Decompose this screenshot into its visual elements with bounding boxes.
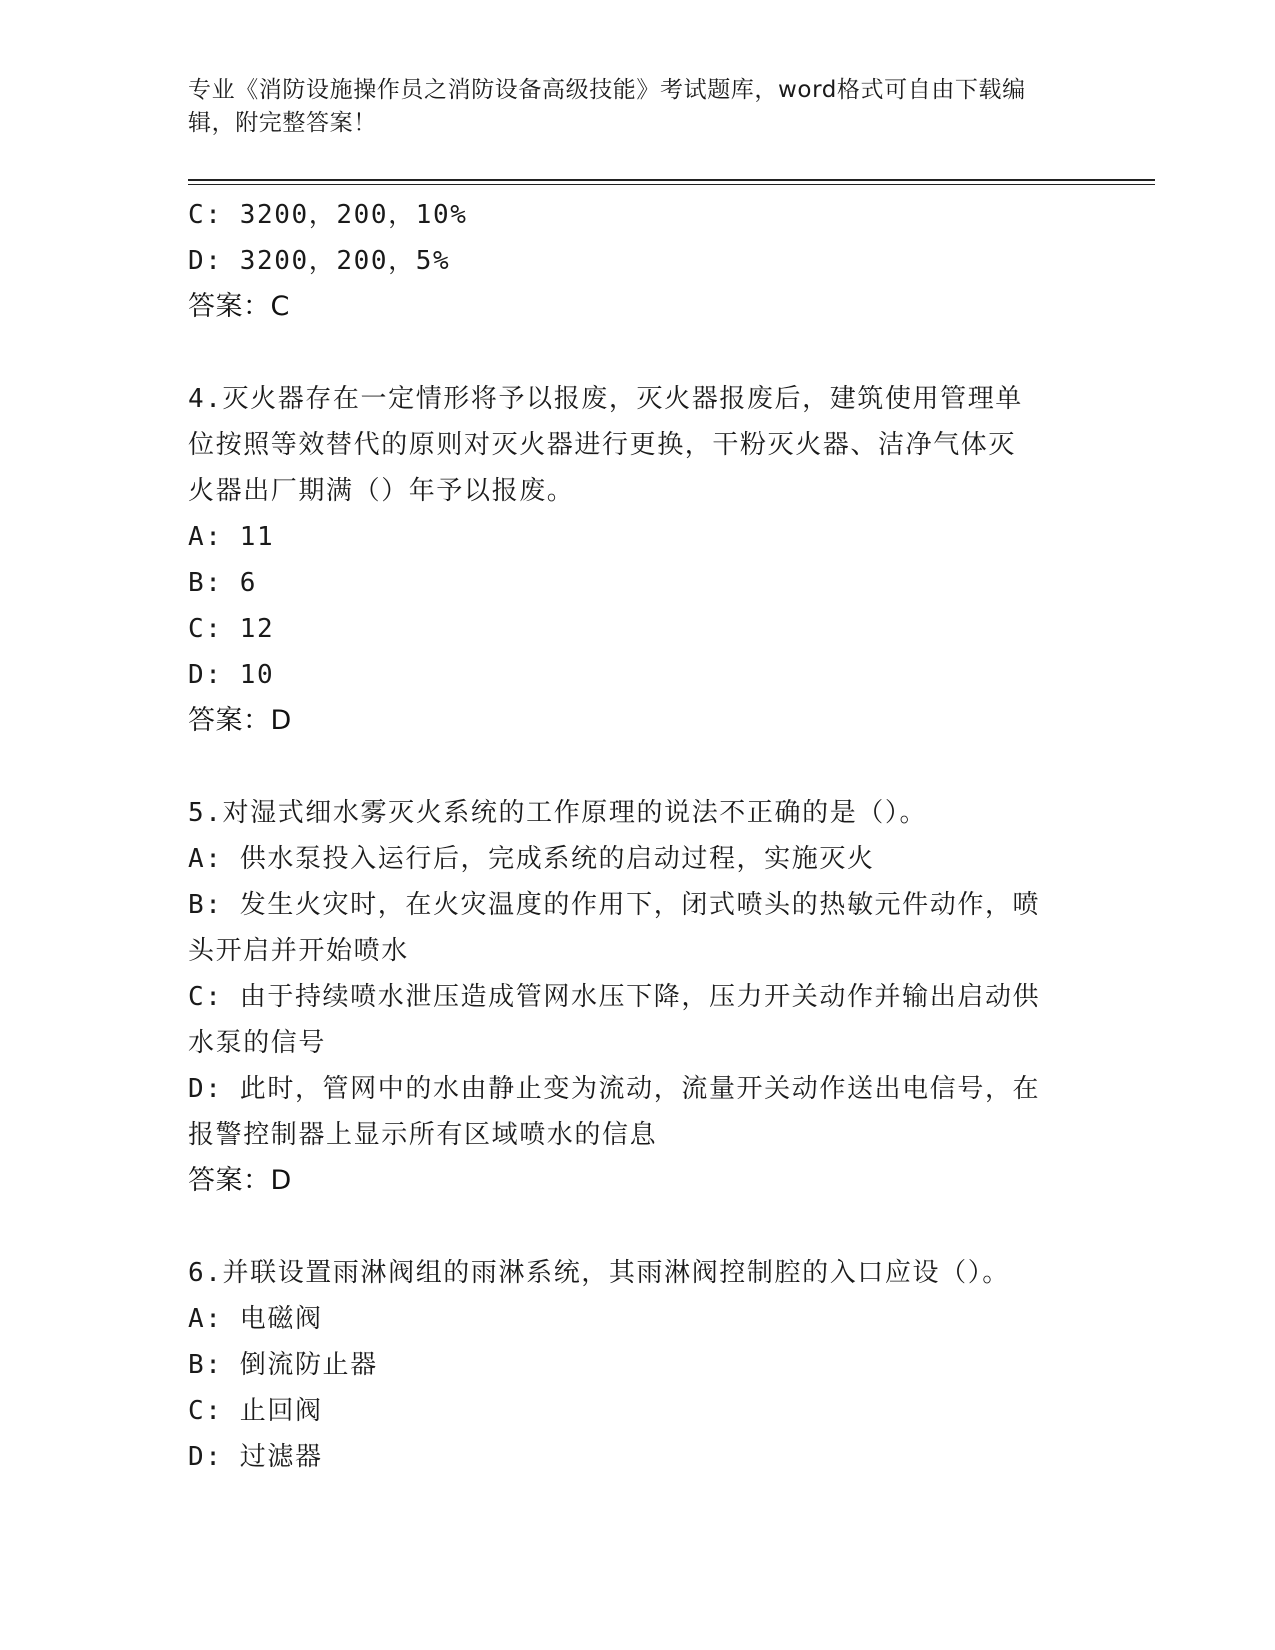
option-d: D: 3200，200，5%: [188, 246, 451, 276]
answer-label: 答案：D: [188, 705, 292, 736]
option-a: A: 供水泵投入运行后，完成系统的启动过程，实施灭火: [188, 844, 875, 874]
question-list: [188, 192, 1068, 1480]
header-line: 辑，附完整答案！: [188, 110, 377, 136]
document-header: [188, 74, 1088, 140]
option-d-cont: 报警控制器上显示所有区域喷水的信息: [188, 1120, 658, 1150]
header-line: 专业《消防设施操作员之消防设备高级技能》考试题库，word格式可自由下载编: [188, 77, 1026, 103]
option-a: A: 电磁阀: [188, 1304, 323, 1334]
option-d: D: 此时，管网中的水由静止变为流动，流量开关动作送出电信号，在: [188, 1074, 1041, 1104]
question-text: 6.并联设置雨淋阀组的雨淋系统，其雨淋阀控制腔的入口应设（）。: [188, 1258, 1010, 1288]
question-text: 4.灭火器存在一定情形将予以报废，灭火器报废后，建筑使用管理单: [188, 384, 1023, 414]
option-c-cont: 水泵的信号: [188, 1028, 327, 1058]
question-5: [188, 790, 1068, 1204]
question-6: [188, 1250, 1068, 1480]
option-a: A: 11: [188, 522, 275, 552]
option-c: C: 止回阀: [188, 1396, 323, 1426]
answer-label: 答案：C: [188, 291, 290, 322]
option-b: B: 6: [188, 568, 258, 598]
option-b: B: 发生火灾时，在火灾温度的作用下，闭式喷头的热敏元件动作，喷: [188, 890, 1041, 920]
question-4: [188, 376, 1068, 744]
option-b: B: 倒流防止器: [188, 1350, 378, 1380]
answer-label: 答案：D: [188, 1165, 292, 1196]
question-text: 位按照等效替代的原则对灭火器进行更换，干粉灭火器、洁净气体灭: [188, 430, 1017, 460]
question-text: 火器出厂期满（）年予以报废。: [188, 476, 575, 506]
option-b-cont: 头开启并开始喷水: [188, 936, 409, 966]
question-3-tail: [188, 192, 1068, 330]
header-divider-thin: [188, 184, 1155, 185]
option-d: D: 10: [188, 660, 275, 690]
option-c: C: 12: [188, 614, 275, 644]
question-text: 5.对湿式细水雾灭火系统的工作原理的说法不正确的是（）。: [188, 798, 928, 828]
option-c: C: 3200，200，10%: [188, 200, 468, 230]
option-c: C: 由于持续喷水泄压造成管网水压下降，压力开关动作并输出启动供: [188, 982, 1041, 1012]
header-divider: [188, 179, 1155, 181]
option-d: D: 过滤器: [188, 1442, 323, 1472]
